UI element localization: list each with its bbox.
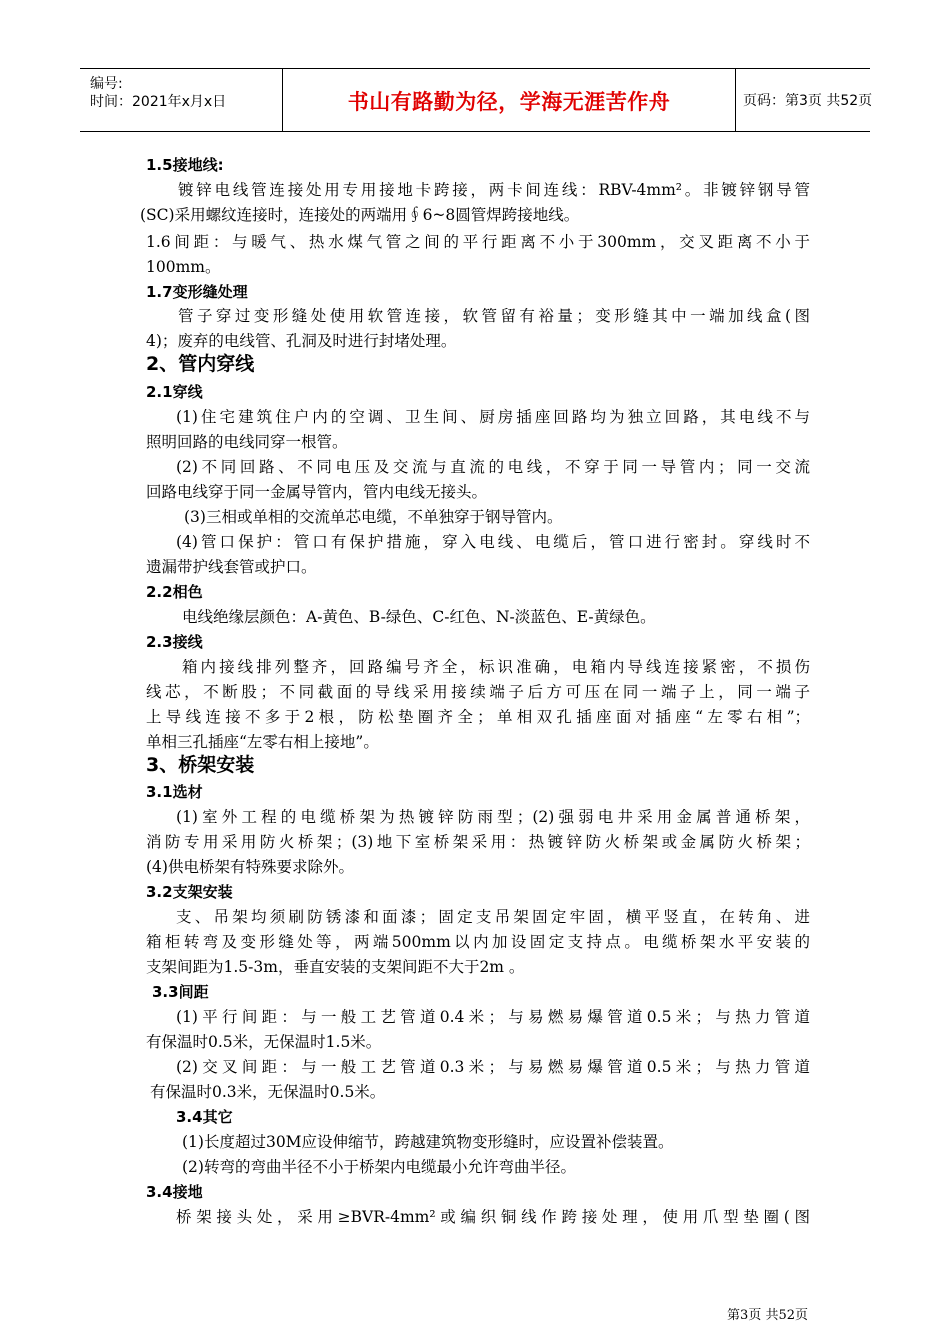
section-heading: 2.2相色 <box>146 583 203 601</box>
section-heading: 3.2支架安装 <box>146 883 233 901</box>
paragraph-line: (2)转弯的弯曲半径不小于桥架内电缆最小允许弯曲半径。 <box>182 1158 576 1176</box>
paragraph-line: 1.6间距：与暖气、热水煤气管之间的平行距离不小于300mm，交叉距离不小于 <box>146 233 810 251</box>
section-heading: 2.3接线 <box>146 633 203 651</box>
paragraph-line: 消防专用采用防火桥架；(3)地下室桥架采用：热镀锌防火桥架或金属防火桥架； <box>146 833 810 851</box>
chapter-heading: 3、桥架安装 <box>146 754 255 776</box>
paragraph-line: (1)平行间距：与一般工艺管道0.4米；与易燃易爆管道0.5米；与热力管道 <box>176 1008 810 1026</box>
paragraph-line: (3)三相或单相的交流单芯电缆，不单独穿于钢导管内。 <box>184 508 563 526</box>
paragraph-line: 电线绝缘层颜色：A-黄色、B-绿色、C-红色、N-淡蓝色、E-黄绿色。 <box>182 608 656 626</box>
page-number-label: 页码：第3页 共52页 <box>743 93 873 109</box>
paragraph-line: 100mm。 <box>146 258 221 276</box>
paragraph-line: 有保温时0.5米，无保温时1.5米。 <box>146 1033 382 1051</box>
paragraph-line: (4)供电桥架有特殊要求除外。 <box>146 858 354 876</box>
page-header <box>80 68 873 132</box>
paragraph-line: 有保温时0.3米，无保温时0.5米。 <box>150 1083 386 1101</box>
paragraph-line: (4)管口保护：管口有保护措施，穿入电线、电缆后，管口进行密封。穿线时不 <box>176 533 810 551</box>
paragraph-line: (2)交叉间距：与一般工艺管道0.3米；与易燃易爆管道0.5米；与热力管道 <box>176 1058 810 1076</box>
paragraph-line: 支架间距为1.5-3m，垂直安装的支架间距不大于2m 。 <box>146 958 525 976</box>
paragraph-line: 照明回路的电线同穿一根管。 <box>146 433 348 451</box>
paragraph-line: 镀锌电线管连接处用专用接地卡跨接，两卡间连线：RBV-4mm²。非镀锌钢导管 <box>178 181 810 199</box>
chapter-heading: 2、管内穿线 <box>146 353 255 375</box>
paragraph-line: 上导线连接不多于2根，防松垫圈齐全；单相双孔插座面对插座“左零右相”； <box>146 708 810 726</box>
section-heading: 3.4其它 <box>176 1108 233 1126</box>
section-heading: 3.4接地 <box>146 1183 203 1201</box>
paragraph-line: 回路电线穿于同一金属导管内，管内电线无接头。 <box>146 483 488 501</box>
paragraph-line: (2)不同回路、不同电压及交流与直流的电线，不穿于同一导管内；同一交流 <box>176 458 810 476</box>
paragraph-line: 支、吊架均须刷防锈漆和面漆；固定支吊架固定牢固，横平竖直，在转角、进 <box>176 908 810 926</box>
paragraph-line: 遗漏带护线套管或护口。 <box>146 558 317 576</box>
paragraph-line: 线芯，不断股；不同截面的导线采用接续端子后方可压在同一端子上，同一端子 <box>146 683 810 701</box>
paragraph-line: 桥架接头处，采用≥BVR-4mm²或编织铜线作跨接处理，使用爪型垫圈(图 <box>176 1208 810 1226</box>
paragraph-line: 箱内接线排列整齐，回路编号齐全，标识准确，电箱内导线连接紧密，不损伤 <box>182 658 810 676</box>
paragraph-line: (SC)采用螺纹连接时，连接处的两端用∮6~8圆管焊跨接地线。 <box>140 206 580 224</box>
paragraph-line: (1)室外工程的电缆桥架为热镀锌防雨型；(2)强弱电井采用金属普通桥架， <box>176 808 810 826</box>
paragraph-line: 箱柜转弯及变形缝处等，两端500mm以内加设固定支持点。电缆桥架水平安装的 <box>146 933 810 951</box>
paragraph-line: (1)住宅建筑住户内的空调、卫生间、厨房插座回路均为独立回路，其电线不与 <box>176 408 810 426</box>
section-heading: 1.7变形缝处理 <box>146 283 248 301</box>
paragraph-line: 4)；废弃的电线管、孔洞及时进行封堵处理。 <box>146 332 457 350</box>
paragraph-line: 单相三孔插座“左零右相上接地”。 <box>146 733 379 751</box>
serial-number-label: 编号: <box>90 76 123 92</box>
section-heading: 2.1穿线 <box>146 383 203 401</box>
header-page-cell <box>735 69 873 131</box>
section-heading: 3.1选材 <box>146 783 203 801</box>
header-slogan-cell <box>282 69 736 131</box>
date-label: 时间：2021年x月x日 <box>90 94 227 110</box>
paragraph-line: 管子穿过变形缝处使用软管连接，软管留有裕量；变形缝其中一端加线盒(图 <box>178 307 810 325</box>
header-info-cell <box>80 69 282 131</box>
section-heading: 1.5接地线: <box>146 156 224 174</box>
section-heading: 3.3间距 <box>152 983 209 1001</box>
slogan: 书山有路勤为径，学海无涯苦作舟 <box>347 90 671 114</box>
paragraph-line: (1)长度超过30M应设伸缩节，跨越建筑物变形缝时，应设置补偿装置。 <box>182 1133 674 1151</box>
page-footer: 第3页 共52页 <box>727 1308 808 1323</box>
